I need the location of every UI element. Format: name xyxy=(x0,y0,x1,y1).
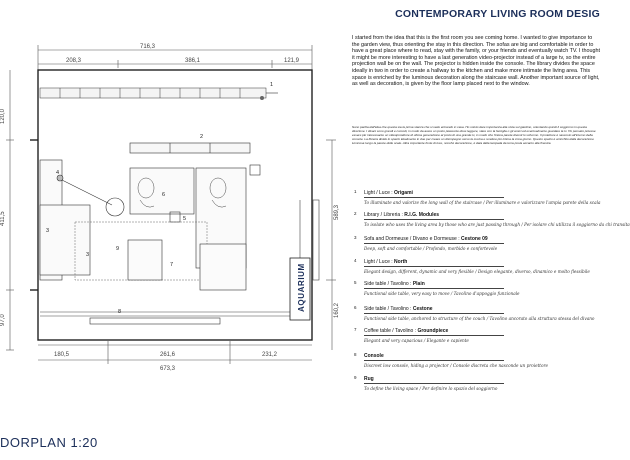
callout-9: 9 xyxy=(116,246,120,252)
dim-bottom-3: 231,2 xyxy=(262,352,278,358)
legend-name: North xyxy=(394,259,408,265)
dim-left-1: 120,0 xyxy=(0,108,6,124)
legend-desc: Deep, soft and comfortable / Profondo, morbido e confortevole xyxy=(364,246,498,251)
legend-number: 8 xyxy=(354,352,357,357)
dim-right-1: 589,3 xyxy=(334,204,340,220)
legend-item xyxy=(354,375,600,391)
callout-7: 7 xyxy=(170,262,174,268)
callout-2: 2 xyxy=(200,134,204,140)
dim-bottom-2: 261,6 xyxy=(160,352,176,358)
legend-name: Plain xyxy=(412,281,425,287)
legend-item xyxy=(354,211,630,227)
legend-name: Groundpiece xyxy=(417,328,449,334)
legend-desc: Functional side table, very easy to move / Tavolino d'appoggio funzionale xyxy=(364,291,520,296)
legend-desc: To define the living space / Per definire lo spazio del soggiorno xyxy=(364,386,498,391)
callout-5: 5 xyxy=(183,216,187,222)
legend-head: Side table / Tavolino : xyxy=(364,281,413,287)
legend-name: Cestone xyxy=(412,306,433,312)
legend-item xyxy=(354,327,600,343)
floorplan-scale-label: DORPLAN 1:20 xyxy=(0,435,98,450)
dim-bottom-1: 180,5 xyxy=(54,352,70,358)
callout-6: 6 xyxy=(162,192,166,198)
legend-head: Coffee table / Tavolino : xyxy=(364,328,418,334)
legend-head: Light / Luce : xyxy=(364,190,395,196)
dim-left-2: 411,5 xyxy=(0,211,6,226)
legend-number: 9 xyxy=(354,375,357,380)
dim-top-2: 386,1 xyxy=(185,58,201,64)
dim-left-3: 97,0 xyxy=(0,314,6,326)
legend-desc: To isolate who uses the living area by those who are just passing through / Per isolare chi utilizza il soggiorno da chi transita xyxy=(364,222,630,227)
legend-head: Library / Libreria : xyxy=(364,212,405,218)
legend-head: Side table / Tavolino : xyxy=(364,306,413,312)
legend-item xyxy=(354,189,601,205)
callout-3: 3 xyxy=(46,228,50,234)
legend-head: Light / Luce : xyxy=(364,259,395,265)
aquarium-label: AQUARIUM xyxy=(297,263,306,312)
legend-number: 2 xyxy=(354,211,357,216)
legend-item xyxy=(354,305,600,321)
dim-top-3: 121,9 xyxy=(284,58,300,64)
callout-3b: 3 xyxy=(86,252,90,258)
legend-name: Console xyxy=(364,353,384,359)
legend-number: 7 xyxy=(354,327,357,332)
callout-4: 4 xyxy=(56,170,60,176)
callout-1: 1 xyxy=(270,82,274,88)
legend-number: 1 xyxy=(354,189,357,194)
legend-item xyxy=(354,352,600,368)
legend-desc: Functional side table, anchored to structure of the couch / Tavolino ancorato alla struttura stessa del divano xyxy=(364,316,595,321)
legend-name: R.I.G. Modules xyxy=(404,212,440,218)
legend-name: Cestone 09 xyxy=(461,236,488,242)
intro-text-it: Sono partita dall'idea che questa sia la prima stanza che si vede entrando in casa. Ho voluto dare importanza alla vista sul giardino, orientando quindi il soggiorno in questa direzione. I divani sono grandi e comodi, in modo da avere un posto piacevole dove leggere, stare con la famiglia o gli amici ed eventualmente guardare la tv. Ho pensato potesse essere più interessante un videoproiettore di ultima generazione al posto di una grande tv, in modo che l'intera parete diventi lo schermo. Il proiettore è nascosto all'interno della console. La libreria divide lo spazio idealmente in due per creare un disimpegno verso la cucina e rendere più intima la zona giorno. Questo spazio è arricchito dalla decorazione luminosa lungo la parete delle scale. Altra importante fonte di luce, nonché decorazione, è data dalla lampada da terra posta accanto alla finestra. xyxy=(352,125,596,145)
legend-desc: To illuminate and valorize the long wall of the staircase / Per illuminare e valorizzare l'ampia parete della scala xyxy=(364,200,601,205)
dim-top-total: 716,3 xyxy=(140,44,156,50)
dim-bottom-total: 673,3 xyxy=(160,366,176,372)
legend-number: 5 xyxy=(354,280,357,285)
legend-item xyxy=(354,235,600,251)
legend-head: Sofa and Dormeuse / Divano e Dormeuse : xyxy=(364,236,461,242)
dim-right-2: 160,2 xyxy=(334,302,340,318)
legend-desc: Elegant and very capacious / Elegante e capiente xyxy=(364,338,469,343)
legend-desc: Elegant design, different, dynamic and very flexible / Design elegante, diverso, dinamico e molto flessibile xyxy=(364,269,590,274)
intro-text-en: I started from the idea that this is the first room you see coming home. I wanted to give importance to the garden view, thus orienting the stay in this direction. The sofas are big and comfortable in order to have a great place where to read, stay with the family, or your friends and eventually watch TV. I thought it might be more interesting to have a last generation video-projector instead of a large tv, so the entire projection wall be on the wall. The projector is hidden inside the console. The library divides the space ideally in two in order to create a hallway to the kitchen and make more intimate the living area. This space is enriched by the luminous decoration along the staircase wall. Another important source of light, as well as decoration, is given by the floor lamp placed next to the window. xyxy=(352,35,601,88)
legend-number: 4 xyxy=(354,258,357,263)
legend-item xyxy=(354,258,600,274)
legend-number: 3 xyxy=(354,235,357,240)
dim-top-1: 208,3 xyxy=(66,58,82,64)
callout-8: 8 xyxy=(118,309,122,315)
legend-number: 6 xyxy=(354,305,357,310)
legend-item xyxy=(354,280,600,296)
legend-name: Rug xyxy=(364,376,374,382)
legend-desc: Discreet low console, hiding a projector / Console discreta che nasconde un proiettore xyxy=(364,363,548,368)
page-title: CONTEMPORARY LIVING ROOM DESIG xyxy=(395,8,600,20)
legend-name: Origami xyxy=(394,190,413,196)
